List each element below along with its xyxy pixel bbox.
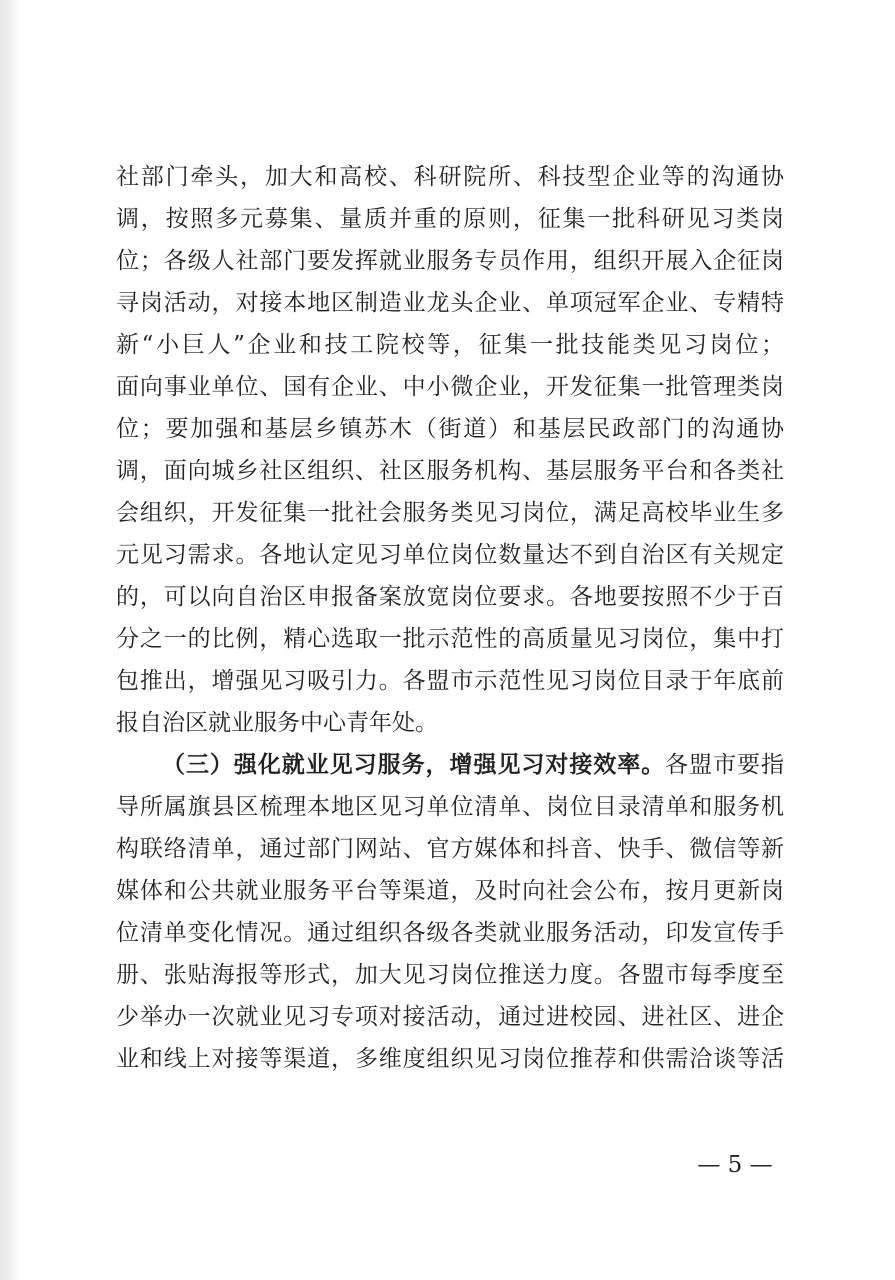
text-line: 位清单变化情况。通过组织各级各类就业服务活动，印发宣传手 [116, 920, 784, 946]
paragraph-continued [116, 156, 784, 744]
text-line: 媒体和公共就业服务平台等渠道，及时向社会公布，按月更新岗 [116, 878, 784, 904]
scan-edge-shadow [0, 0, 22, 1280]
document-body [116, 156, 784, 1080]
text-line: 新“小巨人”企业和技工院校等，征集一批技能类见习岗位； [116, 332, 784, 358]
heading-line-rest: 各盟市要指 [665, 752, 784, 778]
text-line: 导所属旗县区梳理本地区见习单位清单、岗位目录清单和服务机 [116, 794, 784, 820]
section-heading: （三）强化就业见习服务，增强见习对接效率。 [162, 751, 666, 778]
text-line: 册、张贴海报等形式，加大见习岗位推送力度。各盟市每季度至 [116, 962, 784, 988]
text-line: 社部门牵头，加大和高校、科研院所、科技型企业等的沟通协 [116, 164, 784, 190]
text-line: 元见习需求。各地认定见习单位岗位数量达不到自治区有关规定 [116, 542, 784, 568]
text-line: 面向事业单位、国有企业、中小微企业，开发征集一批管理类岗 [116, 374, 784, 400]
text-line: 调，按照多元募集、量质并重的原则，征集一批科研见习类岗 [116, 206, 784, 232]
text-line: 构联络清单，通过部门网站、官方媒体和抖音、快手、微信等新 [116, 836, 784, 862]
page-number: — 5 — [697, 1152, 773, 1178]
text-line: 分之一的比例，精心选取一批示范性的高质量见习岗位，集中打 [116, 626, 784, 652]
paragraph-section-three [116, 744, 784, 1080]
text-line: 的，可以向自治区申报备案放宽岗位要求。各地要按照不少于百 [116, 584, 784, 610]
text-line: 包推出，增强见习吸引力。各盟市示范性见习岗位目录于年底前 [116, 668, 784, 694]
section-heading-line [116, 744, 784, 786]
text-line: 报自治区就业服务中心青年处。 [116, 710, 438, 736]
text-line: 位；各级人社部门要发挥就业服务专员作用，组织开展入企征岗 [116, 248, 784, 274]
text-line: 业和线上对接等渠道，多维度组织见习岗位推荐和供需洽谈等活 [116, 1046, 784, 1072]
text-line: 寻岗活动，对接本地区制造业龙头企业、单项冠军企业、专精特 [116, 290, 784, 316]
text-line: 少举办一次就业见习专项对接活动，通过进校园、进社区、进企 [116, 1004, 784, 1030]
text-line: 位；要加强和基层乡镇苏木（街道）和基层民政部门的沟通协 [116, 416, 784, 442]
text-line: 会组织，开发征集一批社会服务类见习岗位，满足高校毕业生多 [116, 500, 784, 526]
text-line: 调，面向城乡社区组织、社区服务机构、基层服务平台和各类社 [116, 458, 784, 484]
